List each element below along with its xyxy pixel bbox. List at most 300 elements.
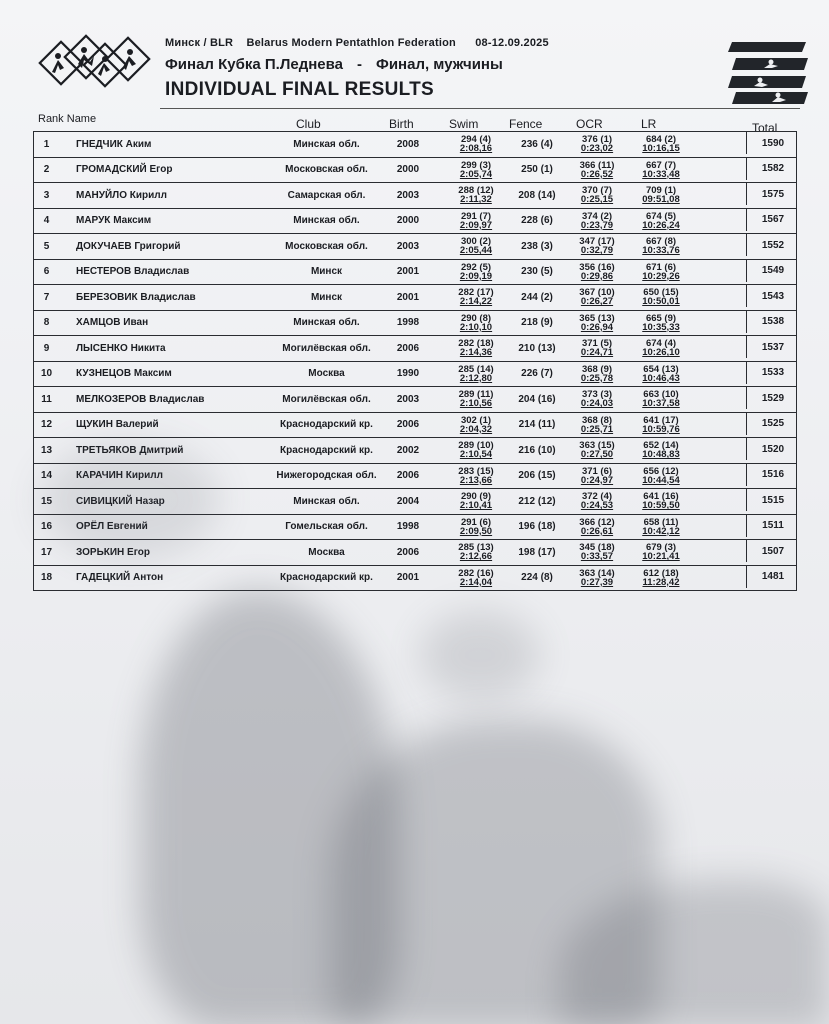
athlete-name-cell: ЩУКИН Валерий — [76, 419, 159, 431]
ocr-time: 0:26,61 — [580, 525, 614, 537]
ocr-points: 372 (4) — [581, 491, 613, 503]
lr-time: 11:28,42 — [642, 576, 680, 588]
table-row — [33, 158, 797, 184]
table-row — [33, 540, 797, 566]
lr-time: 10:35,33 — [642, 321, 680, 333]
total-cell: 1552 — [746, 234, 799, 256]
ocr-cell — [567, 438, 627, 463]
lr-points: 674 (4) — [645, 338, 677, 350]
ocr-points: 347 (17) — [579, 236, 615, 248]
club-cell: Краснодарский кр. — [280, 444, 373, 456]
swim-time: 2:05,74 — [459, 168, 493, 180]
col-name-label: Name — [66, 113, 97, 125]
fence-cell: 198 (17) — [518, 546, 556, 558]
ocr-points: 376 (1) — [581, 134, 613, 146]
fence-cell: 226 (7) — [521, 368, 553, 380]
swim-time: 2:09,97 — [459, 219, 493, 231]
club-cell: Краснодарский кр. — [280, 572, 373, 584]
swim-cell — [447, 464, 505, 489]
club-cell: Московская обл. — [285, 164, 368, 176]
lr-time: 09:51,08 — [642, 194, 680, 206]
swim-cell — [447, 234, 505, 259]
ocr-time: 0:29,86 — [580, 270, 614, 282]
lr-cell — [629, 540, 693, 565]
ocr-points: 366 (11) — [579, 159, 615, 171]
table-row — [33, 234, 797, 260]
ocr-time: 0:24,97 — [580, 474, 614, 486]
club-cell: Минская обл. — [293, 317, 360, 329]
club-cell: Минская обл. — [293, 215, 360, 227]
athlete-name-cell: ХАМЦОВ Иван — [76, 317, 149, 329]
col-header-rank-name — [38, 113, 96, 125]
lr-time: 10:33,48 — [642, 168, 680, 180]
lr-cell — [629, 515, 693, 540]
club-cell: Минская обл. — [293, 495, 360, 507]
swim-points: 302 (1) — [460, 414, 492, 426]
ocr-points: 363 (15) — [579, 440, 615, 452]
fence-cell: 196 (18) — [518, 521, 556, 533]
table-row — [33, 489, 797, 515]
total-cell: 1481 — [746, 566, 799, 588]
swim-cell — [447, 362, 505, 387]
total-cell: 1538 — [746, 311, 799, 333]
lr-cell — [629, 336, 693, 361]
ocr-points: 368 (9) — [581, 363, 613, 375]
ocr-time: 0:27,50 — [580, 449, 614, 461]
ocr-cell — [567, 336, 627, 361]
photo-shadow — [140, 590, 400, 1024]
athlete-name-cell: МАРУК Максим — [76, 215, 152, 227]
swim-cell — [447, 413, 505, 438]
ocr-cell — [567, 566, 627, 591]
lr-points: 650 (15) — [643, 287, 679, 299]
ocr-time: 0:26,52 — [580, 168, 614, 180]
club-cell: Самарская обл. — [287, 189, 366, 201]
swim-points: 289 (10) — [458, 440, 494, 452]
lr-time: 10:26,10 — [642, 347, 680, 359]
lr-cell — [629, 209, 693, 234]
ocr-time: 0:25,71 — [580, 423, 614, 435]
lr-cell — [629, 362, 693, 387]
lr-points: 663 (10) — [643, 389, 679, 401]
rank-cell: 7 — [43, 291, 50, 303]
swim-time: 2:13,66 — [459, 474, 493, 486]
fence-cell: 250 (1) — [521, 164, 553, 176]
club-cell: Московская обл. — [285, 240, 368, 252]
ocr-time: 0:33,57 — [580, 551, 614, 563]
header-divider — [160, 108, 800, 109]
fence-cell: 230 (5) — [521, 266, 553, 278]
birth-cell: 2003 — [396, 189, 420, 201]
club-cell: Москва — [308, 546, 345, 558]
lr-points: 612 (18) — [643, 567, 679, 579]
swim-cell — [447, 515, 505, 540]
total-cell: 1516 — [746, 464, 799, 486]
swim-points: 289 (11) — [458, 389, 494, 401]
fence-cell: 216 (10) — [518, 444, 556, 456]
lr-cell — [629, 260, 693, 285]
col-header-total: Total — [752, 121, 778, 135]
ocr-cell — [567, 413, 627, 438]
rank-cell: 11 — [41, 393, 52, 405]
ocr-points: 371 (5) — [581, 338, 613, 350]
swim-points: 294 (4) — [460, 134, 492, 146]
birth-cell: 2001 — [396, 266, 420, 278]
lr-time: 10:46,43 — [642, 372, 680, 384]
swim-cell — [447, 387, 505, 412]
col-rank-label: Rank — [38, 113, 64, 125]
swim-points: 290 (8) — [460, 312, 492, 324]
ocr-points: 371 (6) — [581, 465, 613, 477]
ocr-points: 356 (16) — [579, 261, 615, 273]
rank-cell: 2 — [43, 164, 50, 176]
athlete-name-cell: МАНУЙЛО Кирилл — [76, 189, 167, 201]
col-header-club: Club — [296, 117, 321, 131]
page-title: INDIVIDUAL FINAL RESULTS — [165, 79, 434, 100]
swim-time: 2:09,19 — [459, 270, 493, 282]
athlete-name-cell: ГНЕДЧИК Аким — [76, 138, 152, 150]
swim-time: 2:12,80 — [459, 372, 493, 384]
athlete-name-cell: ГРОМАДСКИЙ Егор — [76, 164, 173, 176]
lr-cell — [629, 387, 693, 412]
swim-cell — [447, 183, 505, 208]
table-row — [33, 285, 797, 311]
total-cell: 1549 — [746, 260, 799, 282]
ocr-time: 0:32,79 — [580, 245, 614, 257]
event-title — [165, 56, 503, 73]
rank-cell: 5 — [43, 240, 50, 252]
birth-cell: 2003 — [396, 240, 420, 252]
swim-cell — [447, 540, 505, 565]
lr-points: 641 (16) — [643, 491, 679, 503]
athlete-name-cell: ЗОРЬКИН Егор — [76, 546, 150, 558]
ocr-cell — [567, 489, 627, 514]
table-row — [33, 336, 797, 362]
ocr-cell — [567, 362, 627, 387]
ocr-cell — [567, 183, 627, 208]
pentathlon-pictogram-logo — [38, 34, 156, 94]
ocr-points: 370 (7) — [581, 185, 613, 197]
photo-shadow — [420, 610, 540, 700]
ocr-cell — [567, 209, 627, 234]
ocr-time: 0:26,94 — [580, 321, 614, 333]
fence-cell: 212 (12) — [518, 495, 556, 507]
table-row — [33, 183, 797, 209]
swim-time: 2:14,04 — [459, 576, 493, 588]
lr-time: 10:37,58 — [642, 398, 680, 410]
ocr-time: 0:25,78 — [580, 372, 614, 384]
event-name: Финал Кубка П.Леднева — [165, 56, 344, 73]
col-header-fence: Fence — [509, 117, 543, 131]
swim-points: 283 (15) — [458, 465, 494, 477]
header-meta — [165, 37, 559, 49]
lr-points: 667 (7) — [645, 159, 677, 171]
col-header-lr: LR — [641, 117, 657, 131]
swim-time: 2:10,56 — [459, 398, 493, 410]
total-cell: 1529 — [746, 387, 799, 409]
lr-cell — [629, 464, 693, 489]
rank-cell: 12 — [40, 419, 53, 431]
table-row — [33, 387, 797, 413]
total-cell: 1520 — [746, 438, 799, 460]
table-row — [33, 362, 797, 388]
swim-time: 2:08,16 — [459, 143, 493, 155]
swim-time: 2:05,44 — [459, 245, 493, 257]
lr-points: 665 (9) — [645, 312, 677, 324]
lr-cell — [629, 234, 693, 259]
total-cell: 1567 — [746, 209, 799, 231]
ocr-time: 0:23,02 — [580, 143, 614, 155]
table-row — [33, 438, 797, 464]
swim-points: 291 (6) — [460, 516, 492, 528]
rank-cell: 8 — [43, 317, 50, 329]
birth-cell: 2006 — [396, 546, 420, 558]
birth-cell: 2002 — [396, 444, 420, 456]
ocr-points: 367 (10) — [579, 287, 615, 299]
swim-time: 2:10,41 — [459, 500, 493, 512]
table-row — [33, 260, 797, 286]
lr-time: 10:42,12 — [642, 525, 680, 537]
fence-cell: 224 (8) — [521, 572, 553, 584]
swim-time: 2:10,54 — [459, 449, 493, 461]
swim-cell — [447, 489, 505, 514]
lr-time: 10:48,83 — [642, 449, 680, 461]
rank-cell: 1 — [43, 138, 50, 150]
ocr-time: 0:24,53 — [580, 500, 614, 512]
lr-points: 679 (3) — [645, 542, 677, 554]
athlete-name-cell: КАРАЧИН Кирилл — [76, 470, 164, 482]
athlete-name-cell: КУЗНЕЦОВ Максим — [76, 368, 172, 380]
club-cell: Могилёвская обл. — [282, 393, 371, 405]
birth-cell: 2006 — [396, 470, 420, 482]
total-cell: 1533 — [746, 362, 799, 384]
birth-cell: 2001 — [396, 291, 420, 303]
col-header-birth: Birth — [389, 117, 414, 131]
club-cell: Нижегородская обл. — [276, 470, 377, 482]
swim-cell — [447, 336, 505, 361]
ocr-cell — [567, 515, 627, 540]
lr-points: 641 (17) — [643, 414, 679, 426]
ocr-points: 365 (13) — [579, 312, 615, 324]
birth-cell: 1998 — [396, 317, 420, 329]
swim-time: 2:09,50 — [459, 525, 493, 537]
total-cell: 1525 — [746, 413, 799, 435]
rank-cell: 16 — [40, 521, 53, 533]
header-location: Минск / BLR — [165, 37, 234, 49]
swim-points: 282 (16) — [458, 567, 494, 579]
ocr-time: 0:24,03 — [580, 398, 614, 410]
lr-points: 658 (11) — [643, 516, 679, 528]
club-cell: Минск — [310, 266, 343, 278]
birth-cell: 2006 — [396, 342, 420, 354]
fence-cell: 238 (3) — [521, 240, 553, 252]
athlete-name-cell: БЕРЕЗОВИК Владислав — [76, 291, 196, 303]
ocr-points: 363 (14) — [579, 567, 615, 579]
swim-points: 292 (5) — [460, 261, 492, 273]
lr-points: 671 (6) — [645, 261, 677, 273]
athlete-name-cell: ОРЁЛ Евгений — [76, 521, 148, 533]
birth-cell: 2006 — [396, 419, 420, 431]
lr-cell — [629, 158, 693, 183]
ocr-cell — [567, 540, 627, 565]
swim-cell — [447, 438, 505, 463]
swim-time: 2:12,66 — [459, 551, 493, 563]
ocr-points: 368 (8) — [581, 414, 613, 426]
swim-cell — [447, 311, 505, 336]
fence-cell: 228 (6) — [521, 215, 553, 227]
birth-cell: 1990 — [396, 368, 420, 380]
ocr-time: 0:27,39 — [580, 576, 614, 588]
ocr-cell — [567, 260, 627, 285]
swim-points: 282 (18) — [458, 338, 494, 350]
event-category: Финал, мужчины — [376, 56, 503, 73]
ocr-time: 0:26,27 — [580, 296, 614, 308]
total-cell: 1575 — [746, 183, 799, 205]
table-row — [33, 209, 797, 235]
lr-time: 10:59,50 — [642, 500, 680, 512]
lr-cell — [629, 311, 693, 336]
table-row — [33, 515, 797, 541]
swim-time: 2:10,10 — [459, 321, 493, 333]
rank-cell: 18 — [40, 572, 53, 584]
lr-cell — [629, 489, 693, 514]
athlete-name-cell: ТРЕТЬЯКОВ Дмитрий — [76, 444, 184, 456]
table-row — [33, 131, 797, 158]
lr-time: 10:26,24 — [642, 219, 680, 231]
rank-cell: 17 — [40, 546, 53, 558]
total-cell: 1511 — [746, 515, 799, 537]
rank-cell: 15 — [40, 495, 53, 507]
swim-time: 2:11,32 — [460, 194, 492, 206]
club-cell: Москва — [308, 368, 345, 380]
swim-points: 291 (7) — [460, 210, 492, 222]
table-row — [33, 464, 797, 490]
athlete-name-cell: НЕСТЕРОВ Владислав — [76, 266, 190, 278]
swim-points: 300 (2) — [460, 236, 492, 248]
lr-time: 10:59,76 — [642, 423, 680, 435]
lr-time: 10:33,76 — [642, 245, 680, 257]
lr-cell — [629, 285, 693, 310]
rank-cell: 9 — [43, 342, 50, 354]
ocr-cell — [567, 285, 627, 310]
swim-points: 290 (9) — [460, 491, 492, 503]
fence-cell: 204 (16) — [518, 393, 556, 405]
rank-cell: 3 — [43, 189, 50, 201]
ocr-points: 373 (3) — [581, 389, 613, 401]
federation-flag-logo — [726, 40, 810, 106]
lr-cell — [629, 566, 693, 591]
swim-cell — [447, 209, 505, 234]
rank-cell: 14 — [40, 470, 53, 482]
ocr-points: 374 (2) — [581, 210, 613, 222]
lr-cell — [629, 132, 693, 157]
lr-time: 10:50,01 — [642, 296, 680, 308]
swim-points: 288 (12) — [458, 185, 494, 197]
swim-points: 285 (13) — [458, 542, 494, 554]
swim-points: 282 (17) — [458, 287, 494, 299]
table-row — [33, 413, 797, 439]
total-cell: 1543 — [746, 285, 799, 307]
rank-cell: 10 — [40, 368, 53, 380]
fence-cell: 210 (13) — [518, 342, 556, 354]
swim-points: 285 (14) — [458, 363, 494, 375]
header-federation: Belarus Modern Pentathlon Federation — [246, 37, 456, 49]
swim-cell — [447, 132, 505, 157]
swim-cell — [447, 260, 505, 285]
title-separator: - — [357, 56, 363, 73]
birth-cell: 1998 — [396, 521, 420, 533]
fence-cell: 244 (2) — [521, 291, 553, 303]
club-cell: Минская обл. — [293, 138, 360, 150]
swim-time: 2:14,22 — [459, 296, 493, 308]
swim-time: 2:04,32 — [459, 423, 493, 435]
club-cell: Могилёвская обл. — [282, 342, 371, 354]
photo-shadow — [330, 720, 660, 1024]
swim-points: 299 (3) — [460, 159, 492, 171]
birth-cell: 2008 — [396, 138, 420, 150]
lr-points: 667 (8) — [645, 236, 677, 248]
birth-cell: 2000 — [396, 215, 420, 227]
athlete-name-cell: ГАДЕЦКИЙ Антон — [76, 572, 164, 584]
athlete-name-cell: СИВИЦКИЙ Назар — [76, 495, 165, 507]
fence-cell: 206 (15) — [518, 470, 556, 482]
lr-points: 654 (13) — [643, 363, 679, 375]
ocr-cell — [567, 234, 627, 259]
ocr-cell — [567, 387, 627, 412]
fence-cell: 214 (11) — [518, 419, 556, 431]
rank-cell: 6 — [43, 266, 50, 278]
lr-points: 656 (12) — [643, 465, 679, 477]
athlete-name-cell: МЕЛКОЗЕРОВ Владислав — [76, 393, 205, 405]
lr-cell — [629, 413, 693, 438]
lr-cell — [629, 183, 693, 208]
ocr-cell — [567, 132, 627, 157]
club-cell: Краснодарский кр. — [280, 419, 373, 431]
lr-time: 10:29,26 — [642, 270, 680, 282]
club-cell: Минск — [310, 291, 343, 303]
lr-cell — [629, 438, 693, 463]
swim-cell — [447, 566, 505, 591]
birth-cell: 2000 — [396, 164, 420, 176]
ocr-time: 0:23,79 — [580, 219, 614, 231]
results-table — [33, 131, 797, 591]
total-cell: 1537 — [746, 336, 799, 358]
ocr-points: 345 (18) — [579, 542, 615, 554]
total-cell: 1515 — [746, 489, 799, 511]
fence-cell: 236 (4) — [521, 138, 553, 150]
athlete-name-cell: ДОКУЧАЕВ Григорий — [76, 240, 181, 252]
birth-cell: 2001 — [396, 572, 420, 584]
total-cell: 1507 — [746, 540, 799, 562]
birth-cell: 2004 — [396, 495, 420, 507]
table-row — [33, 311, 797, 337]
swim-time: 2:14,36 — [459, 347, 493, 359]
total-cell: 1582 — [746, 158, 799, 180]
lr-points: 674 (5) — [645, 210, 677, 222]
lr-points: 709 (1) — [645, 185, 677, 197]
fence-cell: 208 (14) — [518, 189, 556, 201]
ocr-points: 366 (12) — [579, 516, 615, 528]
swim-cell — [447, 158, 505, 183]
lr-points: 652 (14) — [643, 440, 679, 452]
rank-cell: 13 — [40, 444, 53, 456]
lr-time: 10:44,54 — [642, 474, 680, 486]
ocr-cell — [567, 158, 627, 183]
total-cell: 1590 — [746, 132, 799, 154]
ocr-cell — [567, 311, 627, 336]
col-header-swim: Swim — [449, 117, 479, 131]
rank-cell: 4 — [43, 215, 50, 227]
